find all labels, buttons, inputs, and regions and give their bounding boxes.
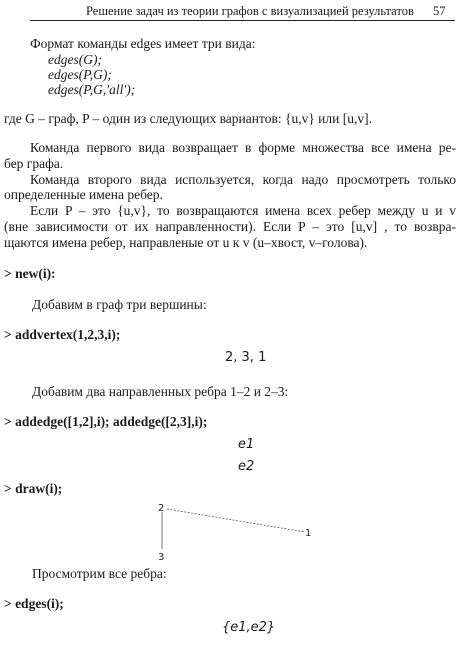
- edge-2-1: [167, 509, 305, 532]
- where-line: где G – граф, P – один из следующих вариантов: {u,v} или [u,v].: [4, 111, 372, 126]
- paragraph-3-line-2: (вне зависимости от их направленности). Если P – это [u,v] , то возвра-: [4, 219, 456, 234]
- output-addvertex: 2, 3, 1: [225, 350, 267, 365]
- output-edge-e1: e1: [238, 437, 255, 452]
- edges-format-line: Формат команды edges имеет три вида:: [30, 36, 256, 51]
- text-add-vertices: Добавим в граф три вершины:: [32, 297, 207, 312]
- paragraph-1-line-2: бер графа.: [4, 156, 64, 171]
- paragraph-3-line-1: Если P – это {u,v}, то возвращаются имена всех ребер между u и v: [30, 203, 456, 218]
- edges-form-1: edges(G);: [48, 52, 102, 67]
- command-draw: > draw(i);: [4, 481, 63, 496]
- vertex-label-2: 2: [158, 503, 165, 514]
- output-edge-e2: e2: [238, 459, 255, 474]
- header-rule: [30, 20, 455, 21]
- vertex-label-3: 3: [158, 552, 165, 563]
- command-addvertex: > addvertex(1,2,3,i);: [4, 327, 121, 342]
- running-header-title: Решение задач из теории графов с визуализацией результатов: [86, 4, 414, 18]
- paragraph-3-line-3: щаются имена ребер, направленые от u к v (u–хвост, v–голова).: [4, 235, 368, 250]
- edges-form-3: edges(P,G,'all');: [48, 82, 136, 97]
- paragraph-2-line-1: Команда второго вида используется, когда надо просмотреть только: [30, 172, 456, 187]
- edges-form-2: edges(P,G);: [48, 67, 112, 82]
- command-new: > new(i):: [4, 266, 56, 281]
- command-addedge: > addedge([1,2],i); addedge([2,3],i);: [4, 414, 208, 429]
- command-edges: > edges(i);: [4, 596, 64, 611]
- graph-drawing: [150, 498, 325, 568]
- text-add-edges: Добавим два направленных ребра 1–2 и 2–3:: [32, 384, 289, 399]
- text-view-edges: Просмотрим все ребра:: [32, 566, 167, 581]
- paragraph-2-line-2: определенные имена ребер.: [4, 187, 163, 202]
- paragraph-1-line-1: Команда первого вида возвращает в форме множества все имена ре-: [30, 140, 456, 155]
- page-number: 57: [433, 4, 446, 18]
- output-edges-set: {e1,e2}: [222, 620, 276, 635]
- vertex-label-1: 1: [305, 528, 312, 539]
